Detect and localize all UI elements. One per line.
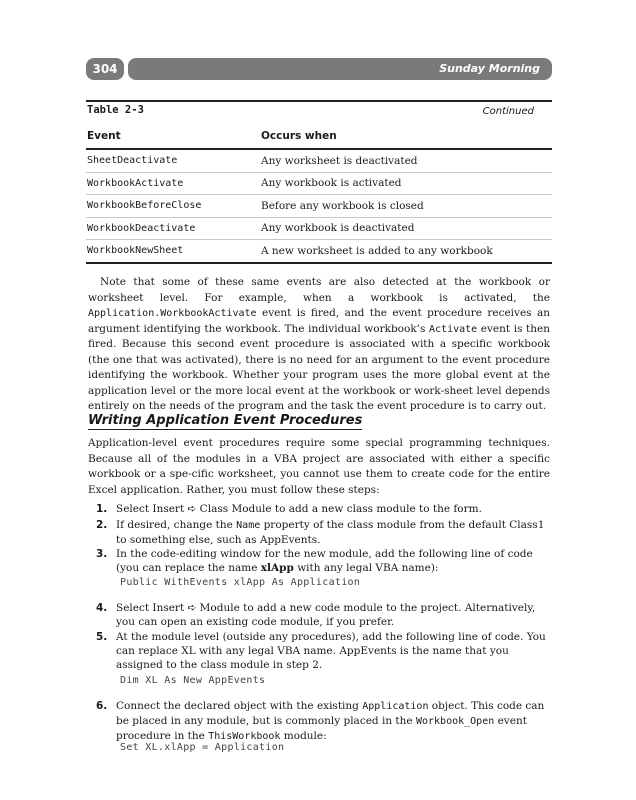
code-line: Dim XL As New AppEvents	[120, 675, 266, 686]
section-body-paragraph: Application-level event procedures require some special programming techniques. Because all of the modules in a VBA project are associated with either a specific workbook or a spe-cific worksheet, you cannot use them to create code for the entire Excel application. Rather, you must follow these steps:	[88, 437, 550, 496]
event-name: WorkbookDeactivate	[87, 222, 196, 234]
step-number: 1.	[96, 503, 108, 515]
inline-code: Name	[236, 520, 261, 531]
step-number: 6.	[96, 700, 108, 712]
menu-arrow-icon: ➪	[187, 503, 197, 515]
event-name: WorkbookNewSheet	[87, 245, 184, 257]
table-row	[86, 150, 552, 173]
inline-code: Application.WorkbookActivate	[88, 308, 257, 319]
step-item: 6. Connect the declared object with the existing Application object. This code can be placed in any module, but is commonly placed in the Workbook_Open event procedure in the ThisWorkbook module:	[96, 700, 545, 742]
event-description: A new worksheet is added to any workbook	[261, 244, 493, 257]
table-row	[86, 195, 552, 218]
code-line: Public WithEvents xlApp As Application	[120, 577, 361, 588]
inline-code: Application	[362, 701, 429, 712]
inline-code: ThisWorkbook	[208, 731, 281, 742]
table-title: Table 2-3	[87, 104, 144, 116]
step-number: 2.	[96, 519, 108, 531]
table-header	[86, 130, 552, 150]
step-item: 4. Select Insert ➪ Module to add a new code module to the project. Alternatively, you can open an existing code module, if you prefer.	[96, 602, 536, 628]
column-header-occurs: Occurs when	[261, 130, 337, 142]
inline-bold: xlApp	[260, 562, 294, 574]
menu-arrow-icon: ➪	[187, 602, 197, 614]
step-number: 3.	[96, 548, 108, 560]
table-continued-label: Continued	[482, 106, 534, 117]
event-description: Before any workbook is closed	[261, 199, 424, 212]
event-name: WorkbookActivate	[87, 177, 184, 189]
code-line: Set XL.xlApp = Application	[120, 742, 285, 753]
step-item: 3. In the code-editing window for the new module, add the following line of code (you can replace the name xlApp with any legal VBA name):	[96, 548, 533, 574]
event-name: SheetDeactivate	[87, 155, 178, 167]
event-description: Any worksheet is deactivated	[261, 154, 418, 167]
inline-code: Workbook_Open	[415, 716, 495, 727]
inline-code: Activate	[429, 323, 478, 335]
step-item: 2. If desired, change the Name property of the class module from the default Class1 to something else, such as AppEvents.	[96, 519, 545, 546]
table-row	[86, 240, 552, 264]
step-number: 5.	[96, 631, 108, 643]
event-description: Any workbook is activated	[261, 177, 402, 190]
running-header	[86, 58, 552, 80]
step-item: 1. Select Insert ➪ Class Module to add a new class module to the form.	[96, 503, 482, 515]
event-name: WorkbookBeforeClose	[87, 200, 202, 212]
column-header-event: Event	[87, 130, 121, 142]
page-number: 304	[86, 58, 124, 80]
section-title: Sunday Morning	[128, 58, 552, 80]
table-row	[86, 218, 552, 241]
step-number: 4.	[96, 602, 108, 614]
table-row	[86, 173, 552, 196]
intro-paragraph: Note that some of these same events are also detected at the workbook or worksheet level. For example, when a workbook is activated, the Application.WorkbookActivate event is fired, and the event procedure receives an argument identifying the workbook. The individual workbook’s Activate event is then fired. Because this second event procedure is associated with a specific workbook (the one that was activated), there is no need for an argument to the event procedure identifying the workbook. Whether your program uses the more global event at the application level or the more local event at the workbook or work-sheet level depends entirely on the needs of the program and the task the event procedure is to carry out.	[88, 276, 551, 412]
events-table	[86, 100, 552, 264]
step-item: 5. At the module level (outside any procedures), add the following line of code. You can replace XL with any legal VBA name. AppEvents is the name that you assigned to the class module in step 2.	[96, 631, 546, 671]
event-description: Any workbook is deactivated	[261, 222, 415, 235]
section-heading: Writing Application Event Procedures	[88, 413, 363, 428]
